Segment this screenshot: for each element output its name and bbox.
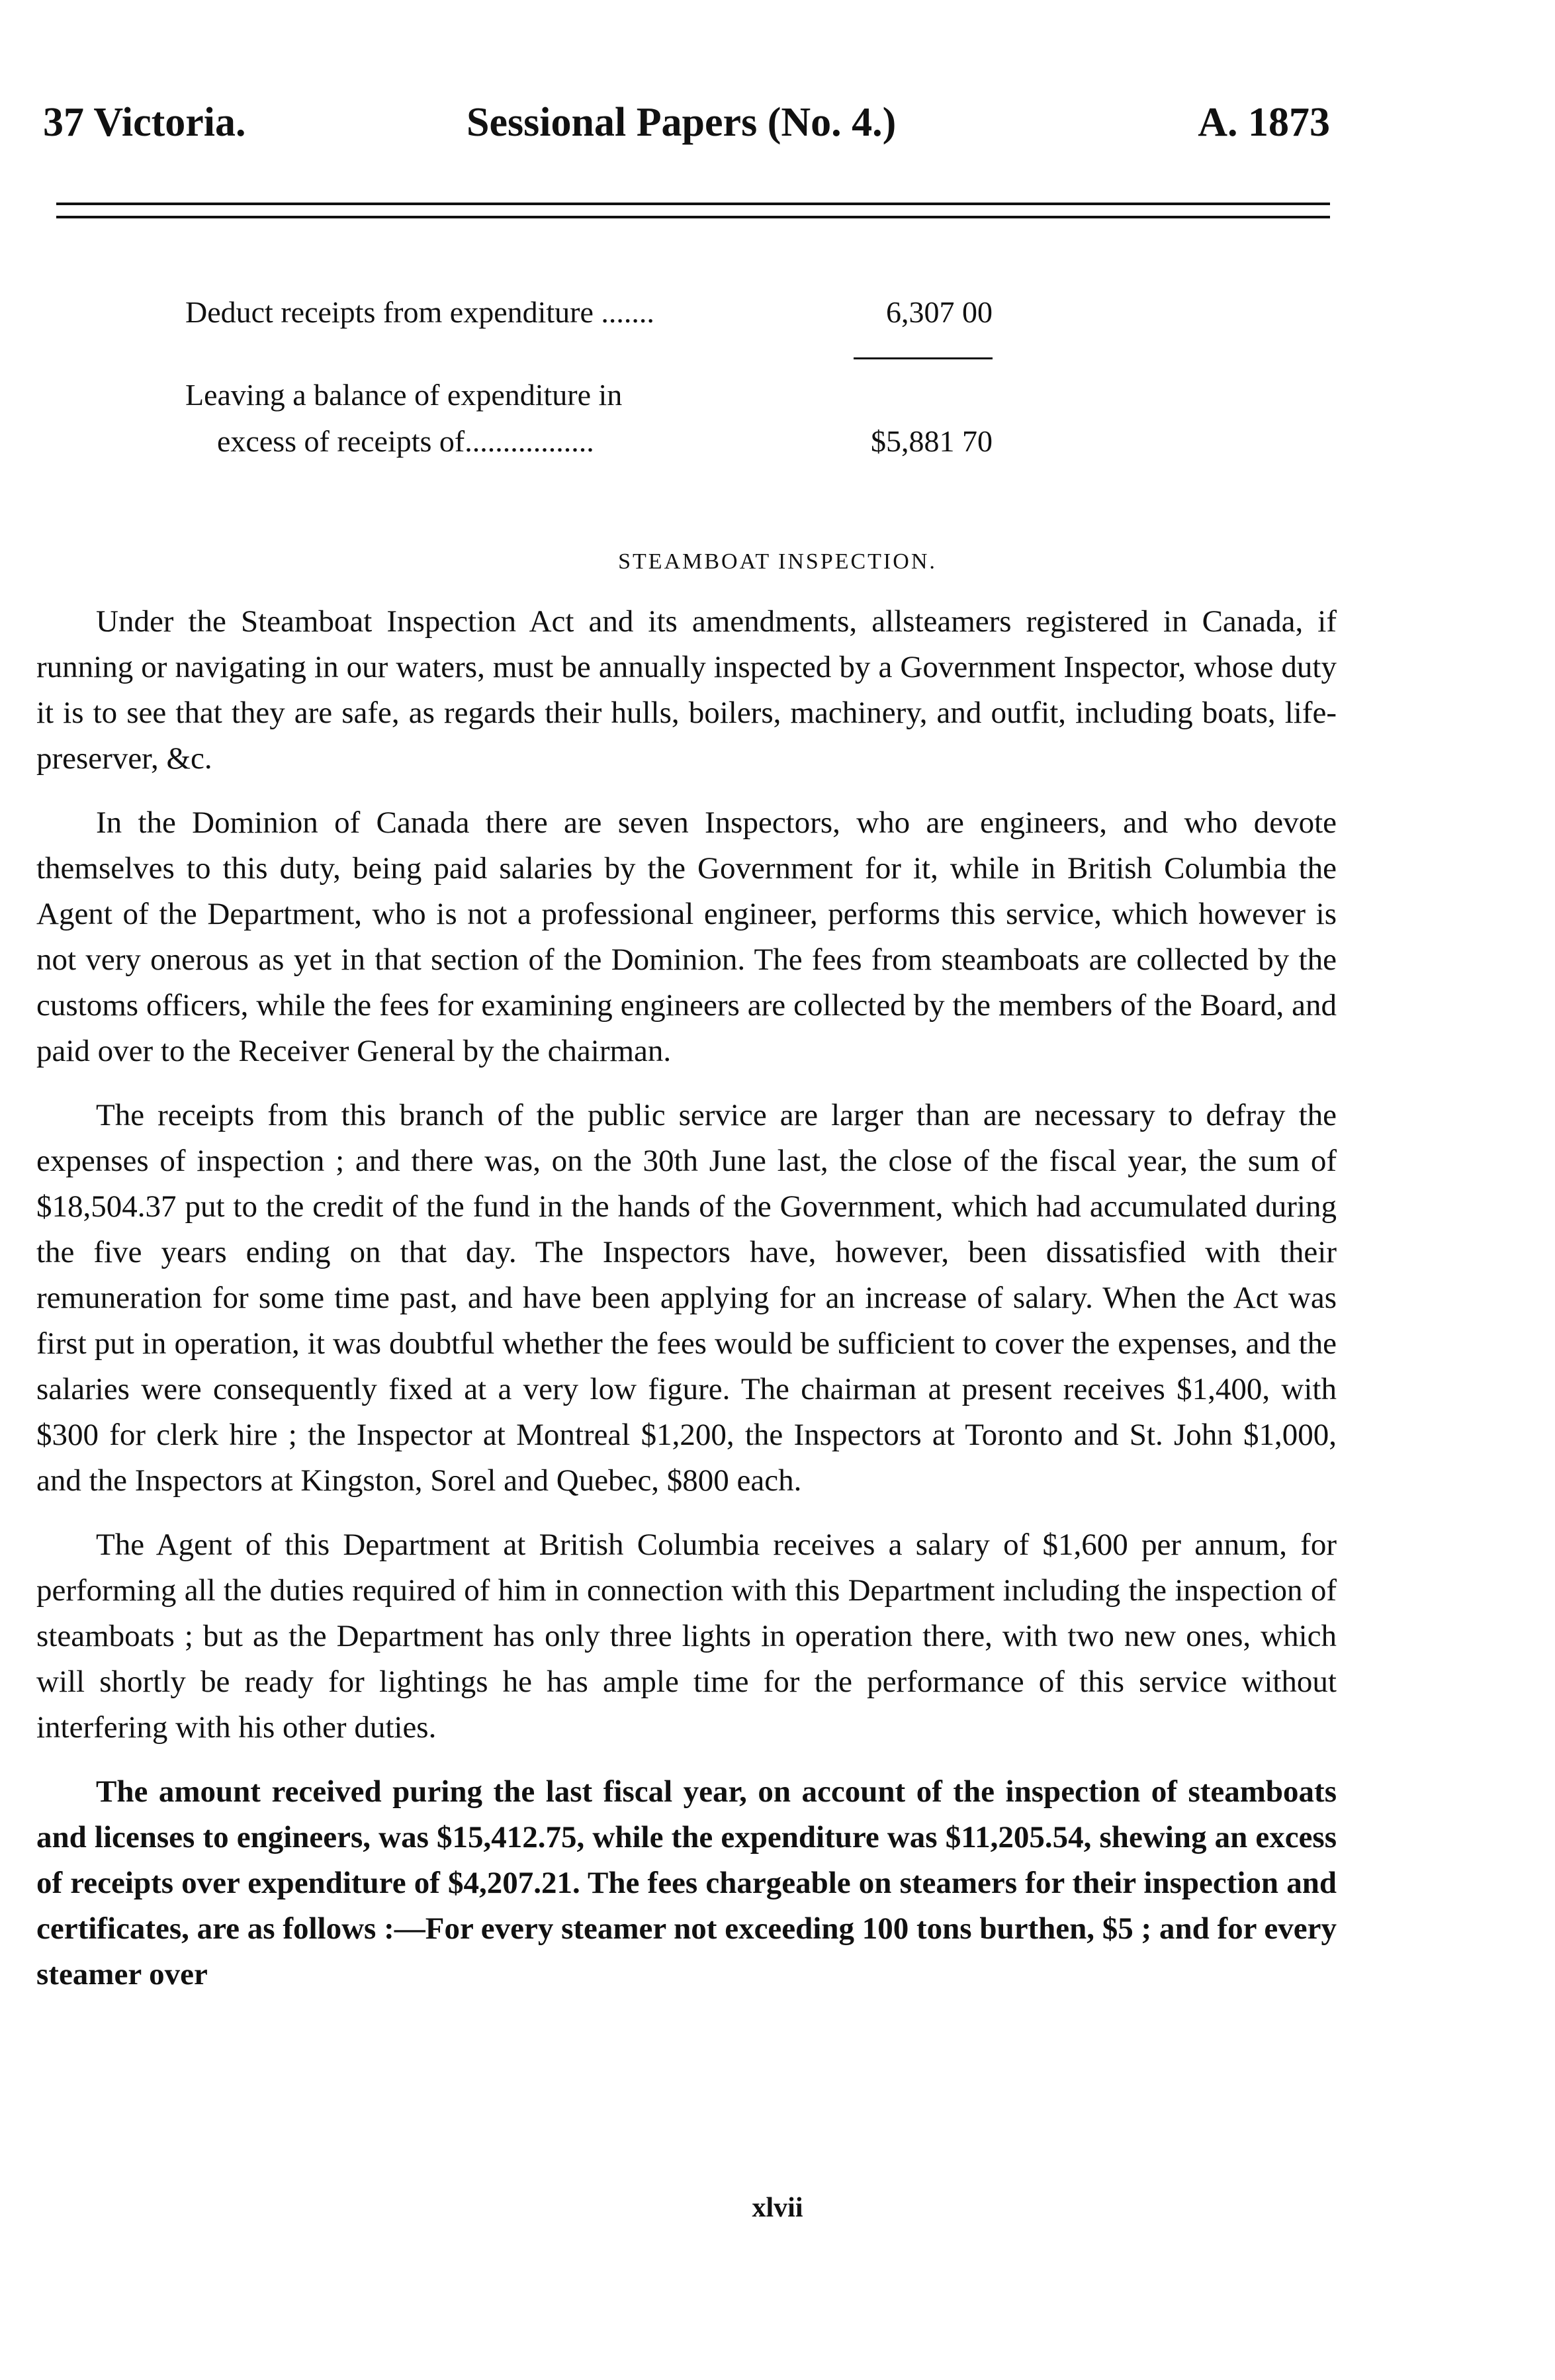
deduct-receipts-row bbox=[185, 295, 1006, 334]
running-header bbox=[43, 99, 1330, 159]
paragraph: Under the Steamboat Inspection Act and its amendments, allsteamers registered in Canada, if running or navigating in our waters, must be annually inspected by a Government Inspector, whose duty it is to see that they are safe, as regards their hulls, boilers, machinery, and outfit, including boats, life-preserver, &c. bbox=[36, 604, 1337, 776]
deduct-receipts-label: Deduct receipts from expenditure ....... bbox=[185, 295, 654, 329]
page-number: xlvii bbox=[752, 2193, 803, 2223]
header-title: Sessional Papers (No. 4.) bbox=[466, 100, 897, 145]
deduct-receipts-amount: 6,307 00 bbox=[886, 295, 993, 329]
header-year: A. 1873 bbox=[1198, 100, 1330, 145]
section-heading: STEAMBOAT INSPECTION. bbox=[618, 549, 937, 574]
balance-amount: $5,881 70 bbox=[871, 424, 993, 458]
body-text bbox=[36, 599, 1337, 2016]
paragraph: In the Dominion of Canada there are seven Inspectors, who are engineers, and who devote themselves to this duty, being paid salaries by the Government for it, while in British Columbia the Agent of the Department, who is not a professional engineer, performs this service, which however is not very onerous as yet in that section of the Dominion. The fees from steamboats are collected by the customs officers, while the fees for examining engineers are collected by the members of the Board, and paid over to the Receiver General by the chairman. bbox=[36, 805, 1337, 1068]
header-rule-top bbox=[56, 203, 1330, 205]
paragraph: The amount received puring the last fiscal year, on account of the inspection of steamboats and licenses to engineers, was $15,412.75, while the expenditure was $11,205.54, shewing an excess of receipts over expenditure of $4,207.21. The fees chargeable on steamers for their inspection and certificates, are as follows :—For every steamer not exceeding 100 tons burthen, $5 ; and for every steamer over bbox=[36, 1774, 1337, 1991]
paragraph: The receipts from this branch of the public service are larger than are necessary to defray the expenses of inspection ; and there was, on the 30th June last, the close of the fiscal year, the sum of $18,504.37 put to the credit of the fund in the hands of the Government, which had accumulated during the five years ending on that day. The Inspectors have, however, been dissatisfied with their remuneration for some time past, and have been applying for an increase of salary. When the Act was first put in operation, it was doubtful whether the fees would be sufficient to cover the expenses, and the salaries were consequently fixed at a very low figure. The chairman at present receives $1,400, with $300 for clerk hire ; the Inspector at Montreal $1,200, the Inspectors at Toronto and St. John $1,000, and the Inspectors at Kingston, Sorel and Quebec, $800 each. bbox=[36, 1098, 1337, 1498]
balance-label-line2: excess of receipts of................. bbox=[217, 424, 594, 458]
sum-rule bbox=[854, 357, 993, 359]
balance-label-line1: Leaving a balance of expenditure in bbox=[185, 378, 623, 412]
balance-row-line1 bbox=[185, 377, 1006, 417]
header-volume: 37 Victoria. bbox=[43, 100, 246, 145]
header-rule-bottom bbox=[56, 216, 1330, 218]
balance-row-line2 bbox=[185, 424, 1006, 463]
paragraph: The Agent of this Department at British Columbia receives a salary of $1,600 per annum, for performing all the duties required of him in connection with this Department including the inspection of steamboats ; but as the Department has only three lights in operation there, with two new ones, which will shortly be ready for lightings he has ample time for the performance of this service without interfering with his other duties. bbox=[36, 1528, 1337, 1745]
